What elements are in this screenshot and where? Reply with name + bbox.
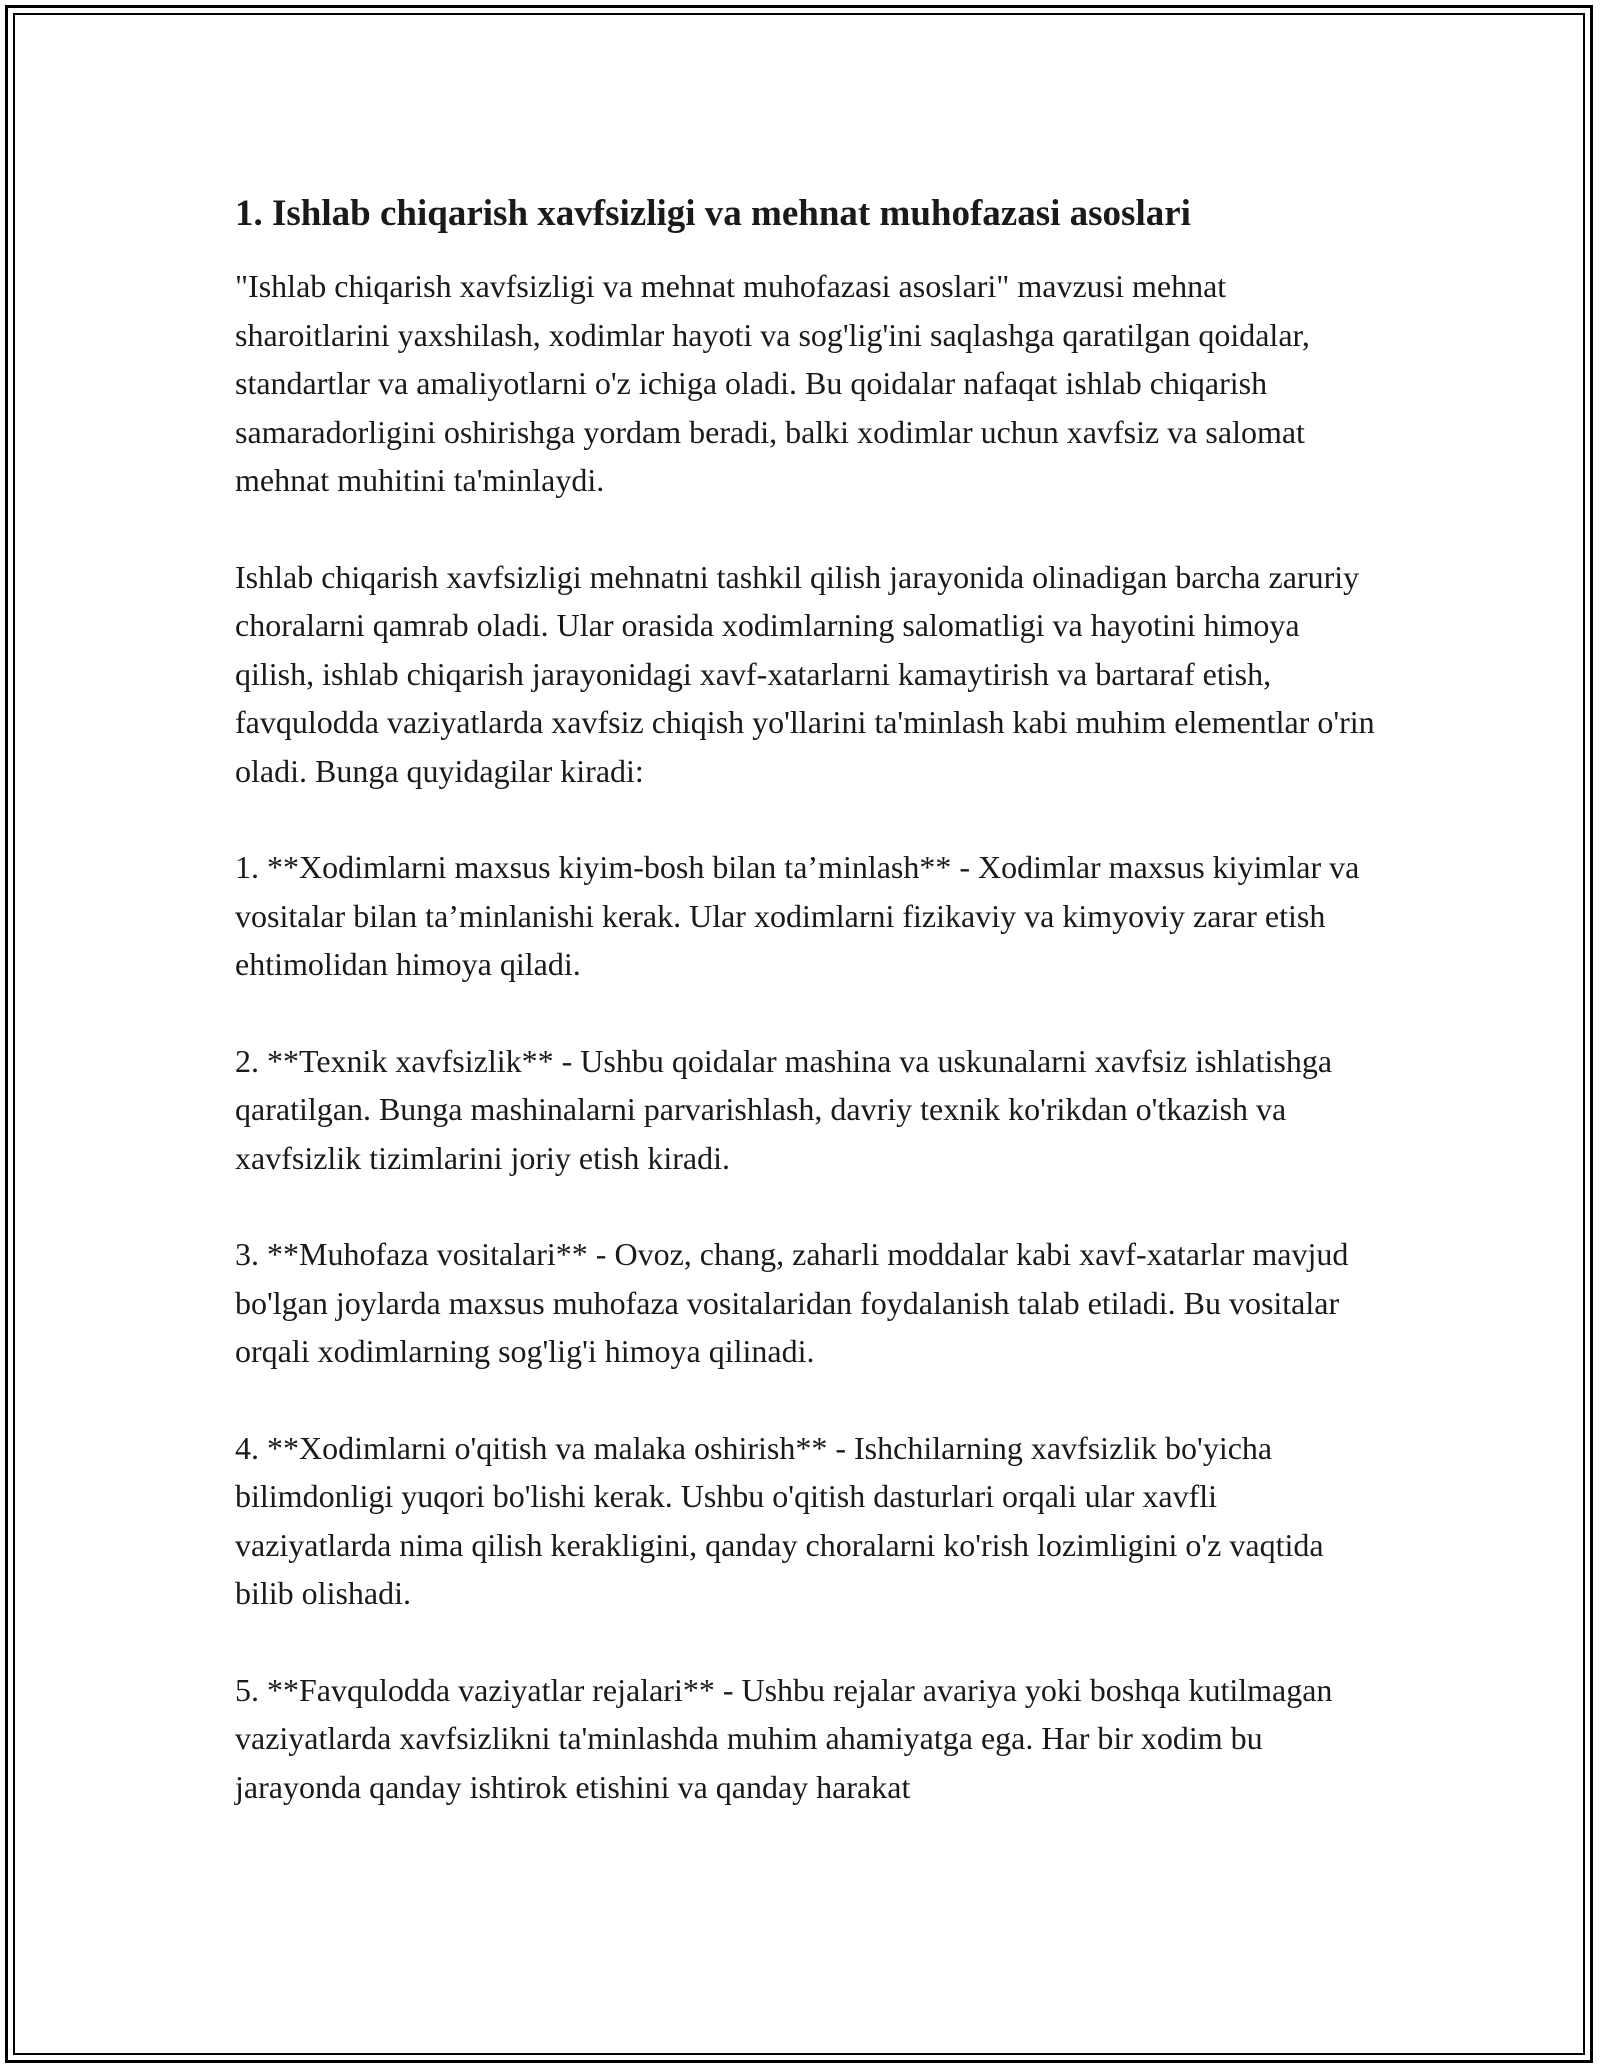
document-body: [235, 186, 1375, 1811]
list-item-protective-clothing: 1. **Xodimlarni maxsus kiyim-bosh bilan ta’minlash** - Xodimlar maxsus kiyimlar va vositalar bilan ta’minlanishi kerak. Ular xodimlarni fizikaviy va kimyoviy zarar etish ehtimolidan himoya qiladi.: [235, 849, 1360, 982]
list-item-technical-safety: 2. **Texnik xavfsizlik** - Ushbu qoidalar mashina va uskunalarni xavfsiz ishlatishga qaratilgan. Bunga mashinalarni parvarishlash, davriy texnik ko'rikdan o'tkazish va xavfsizlik tizimlarini joriy etish kiradi.: [235, 1042, 1333, 1176]
list-item-emergency-plans: 5. **Favqulodda vaziyatlar rejalari** - Ushbu rejalar avariya yoki boshqa kutilmagan vaziyatlarda xavfsizlikni ta'minlashda muhim ahamiyatga ega. Har bir xodim bu jarayonda qanday ishtirok etishini va qanday harakat: [235, 1671, 1333, 1805]
safety-overview-paragraph: Ishlab chiqarish xavfsizligi mehnatni tashkil qilish jarayonida olinadigan barcha zaruriy choralarni qamrab oladi. Ular orasida xodimlarning salomatligi va hayotini himoya qilish, ishlab chiqarish jarayonidagi xavf-xatarlarni kamaytirish va bartaraf etish, favqulodda vaziyatlarda xavfsiz chiqish yo'llarini ta'minlash kabi muhim elementlar o'rin oladi. Bunga quyidagilar kiradi:: [235, 558, 1375, 789]
list-item-protective-equipment: 3. **Muhofaza vositalari** - Ovoz, chang, zaharli moddalar kabi xavf-xatarlar mavjud bo'lgan joylarda maxsus muhofaza vositalaridan foydalanish talab etiladi. Bu vositalar orqali xodimlarning sog'lig'i himoya qilinadi.: [235, 1236, 1349, 1369]
intro-paragraph: "Ishlab chiqarish xavfsizligi va mehnat muhofazasi asoslari" mavzusi mehnat sharoitlarini yaxshilash, xodimlar hayoti va sog'lig'ini saqlashga qaratilgan qoidalar, standartlar va amaliyotlarni o'z ichiga oladi. Bu qoidalar nafaqat ishlab chiqarish samaradorligini oshirishga yordam beradi, balki xodimlar uchun xavfsiz va salomat mehnat muhitini ta'minlaydi.: [235, 268, 1310, 498]
list-item-training: 4. **Xodimlarni o'qitish va malaka oshirish** - Ishchilarning xavfsizlik bo'yicha bilimdonligi yuqori bo'lishi kerak. Ushbu o'qitish dasturlari orqali ular xavfli vaziyatlarda nima qilish kerakligini, qanday choralarni ko'rish lozimligini o'z vaqtida bilib olishadi.: [235, 1429, 1324, 1611]
section-heading: 1. Ishlab chiqarish xavfsizligi va mehnat muhofazasi asoslari: [235, 193, 1191, 234]
